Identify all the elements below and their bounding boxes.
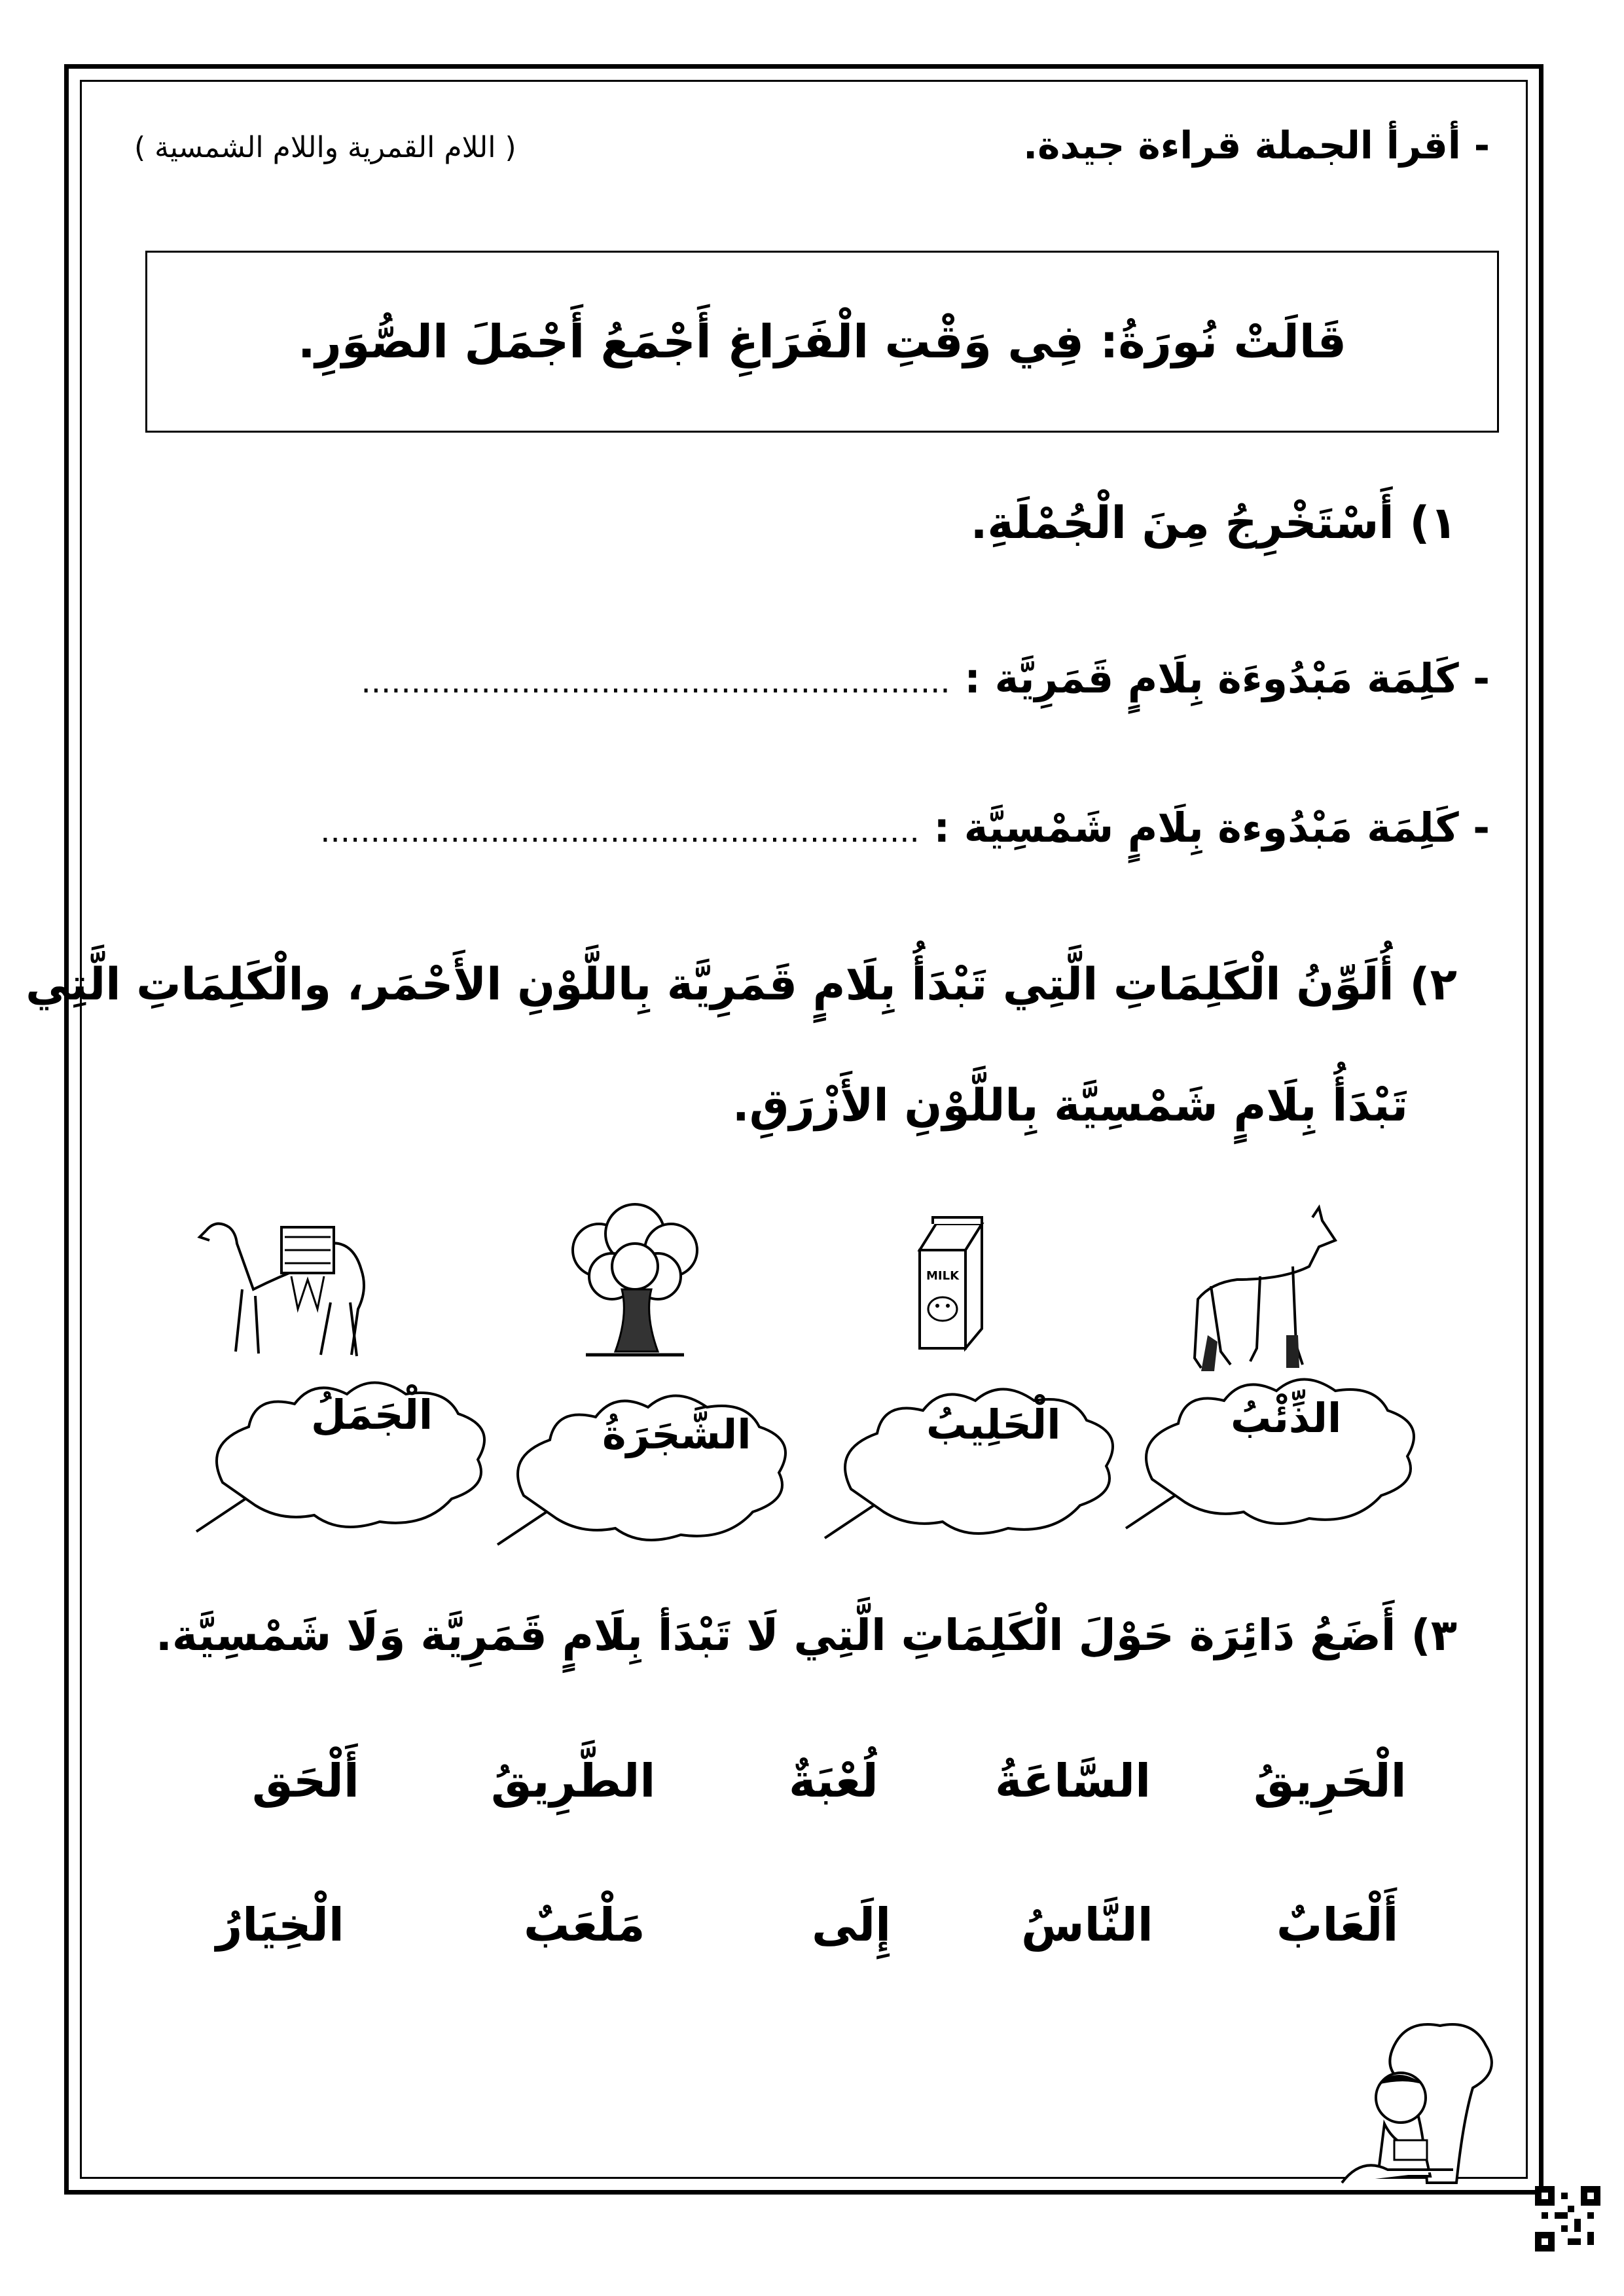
instruction-heading: - أقرأ الجملة قراءة جيدة. <box>1023 123 1490 168</box>
question-2-line-2: تَبْدَأُ بِلَامٍ شَمْسِيَّة بِاللَّوْنِ الأَزْرَقِ. <box>732 1080 1408 1132</box>
milk-carton-icon <box>907 1214 998 1352</box>
word-item[interactable]: مَلْعَبٌ <box>524 1898 645 1952</box>
answer-dots[interactable]: ........................................................... <box>361 664 950 700</box>
leaf-halib[interactable] <box>812 1374 1152 1545</box>
topic-label: ( اللام القمرية واللام الشمسية ) <box>134 131 516 164</box>
leaf-word-shajara: الشَّجَرَةُ <box>602 1410 751 1458</box>
answer-line-moon-lam[interactable] <box>361 655 1490 702</box>
answer-label: - كَلِمَة مَبْدُوءة بِلَامٍ شَمْسِيَّة : <box>919 804 1490 852</box>
word-item[interactable]: إِلَى <box>812 1898 892 1952</box>
question-1-title: ١) أَسْتَخْرِجُ مِنَ الْجُمْلَةِ. <box>970 497 1457 549</box>
word-item[interactable]: لُعْبَةٌ <box>789 1754 878 1808</box>
leaf-word-dhib: الذِّئْبُ <box>1231 1394 1342 1442</box>
word-item[interactable]: النَّاسُ <box>1021 1898 1153 1952</box>
camel-icon <box>193 1204 383 1361</box>
word-item[interactable]: أَلْعَابٌ <box>1276 1898 1399 1952</box>
answer-label: - كَلِمَة مَبْدُوءَة بِلَامٍ قَمَرِيَّة : <box>950 655 1490 702</box>
word-item[interactable]: الْحَرِيقُ <box>1254 1754 1407 1808</box>
question-3-title: ٣) أَضَعُ دَائِرَة حَوْلَ الْكَلِمَاتِ الَّتِي لَا تَبْدَأ بِلَامٍ قَمَرِيَّة وَلَا شَمْسِيَّة. <box>155 1610 1457 1660</box>
leaf-word-jamal: الْجَمَلُ <box>311 1391 433 1439</box>
word-item[interactable]: الْخِيَارُ <box>216 1898 344 1952</box>
qr-code-icon <box>1535 2186 1600 2251</box>
leaf-dhib[interactable] <box>1113 1365 1453 1535</box>
word-item[interactable]: أَلْحَق <box>252 1754 359 1808</box>
answer-dots[interactable]: ............................................................ <box>320 813 920 850</box>
tree-icon <box>560 1198 710 1361</box>
milk-label: MILK <box>926 1269 960 1283</box>
word-item[interactable]: الطَّرِيقُ <box>491 1754 656 1808</box>
question-2-line-1: ٢) أُلَوِّنُ الْكَلِمَاتِ الَّتِي تَبْدَأُ بِلَامٍ قَمَرِيَّة بِاللَّوْنِ الأَحْمَر، والْكَلِمَاتِ الَّتِي <box>26 959 1457 1011</box>
sentence-box <box>145 251 1499 433</box>
wolf-icon <box>1175 1204 1339 1381</box>
leaf-shajara[interactable] <box>484 1381 825 1551</box>
word-item[interactable]: السَّاعَةُ <box>995 1754 1151 1808</box>
child-reading-icon <box>1329 2019 1525 2189</box>
reading-sentence: قَالَتْ نُورَةُ: فِي وَقْتِ الْفَرَاغِ أَجْمَعُ أَجْمَلَ الصُّوَرِ. <box>297 315 1347 368</box>
leaf-word-halib: الْحَلِيبُ <box>926 1401 1061 1448</box>
answer-line-sun-lam[interactable] <box>320 804 1490 852</box>
